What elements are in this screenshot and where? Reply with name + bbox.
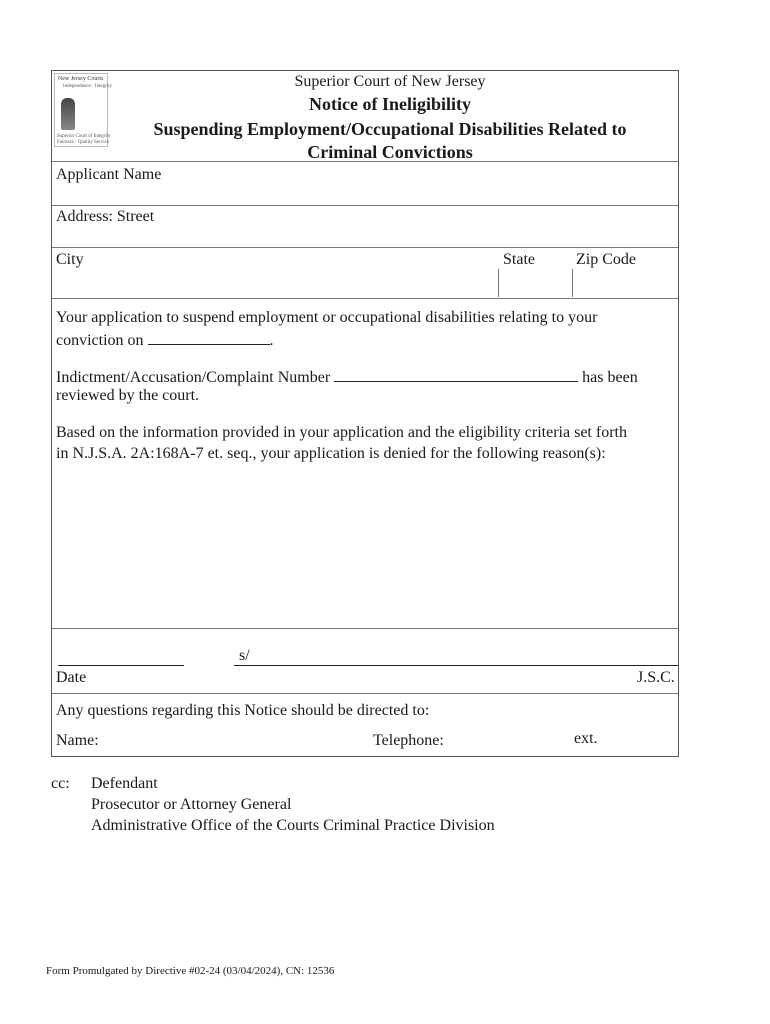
form-subtitle-line2: Criminal Convictions [307,142,473,162]
name-label: Name: [56,732,99,749]
divider [52,628,678,629]
para2-line1 [56,367,638,387]
indictment-number-blank[interactable] [334,367,578,382]
divider [52,298,678,299]
judge-signature-line[interactable] [234,665,678,666]
para1-line1: Your application to suspend employment or occupational disabilities relating to your [56,309,598,326]
logo-text-top: New Jersey Courts [58,76,104,82]
state-label: State [503,251,535,268]
zip-divider [572,269,573,297]
divider [52,205,678,206]
notice-form [51,70,679,757]
signature-prefix: s/ [239,647,250,664]
indictment-text: Indictment/Accusation/Complaint Number [56,369,331,386]
divider [52,247,678,248]
questions-text: Any questions regarding this Notice should be directed to: [56,702,430,719]
cc-defendant: Defendant [91,775,158,792]
city-label: City [56,251,84,268]
conviction-date-blank[interactable] [148,330,270,345]
cc-aoc: Administrative Office of the Courts Criminal Practice Division [91,817,495,834]
date-signature-line[interactable] [58,665,184,666]
para3-line1: Based on the information provided in your application and the eligibility criteria set forth [56,424,627,441]
ext-label: ext. [574,730,598,747]
para2-line2: reviewed by the court. [56,387,200,404]
logo-text-bottom2: Fairness · Quality Service [57,140,110,145]
form-subtitle-line1: Suspending Employment/Occupational Disabilities Related to [153,119,627,139]
logo-text-bottom1: Superior Court of Integrity [57,134,111,139]
para1-line2 [56,330,274,350]
has-been-text: has been [582,369,638,386]
telephone-label: Telephone: [373,732,444,749]
form-footer: Form Promulgated by Directive #02-24 (03/04/2024), CN: 12536 [46,965,335,977]
court-seal-logo [54,73,113,147]
zip-code-label: Zip Code [576,251,636,268]
form-title: Notice of Ineligibility [309,94,471,114]
conviction-on-text: conviction on [56,332,144,349]
cc-prosecutor: Prosecutor or Attorney General [91,796,292,813]
divider [52,693,678,694]
applicant-name-label: Applicant Name [56,166,162,183]
para3-line2: in N.J.S.A. 2A:168A-7 et. seq., your application is denied for the following reason(s): [56,445,606,462]
cc-label: cc: [51,775,70,792]
state-divider [498,269,499,297]
date-label: Date [56,669,87,686]
jsc-label: J.S.C. [637,669,675,686]
court-name: Superior Court of New Jersey [294,73,486,90]
logo-text-sub: Independence · Integrity [63,84,113,89]
lady-justice-icon [61,98,75,130]
address-street-label: Address: Street [56,208,155,225]
period: . [269,332,274,349]
divider [52,161,678,162]
